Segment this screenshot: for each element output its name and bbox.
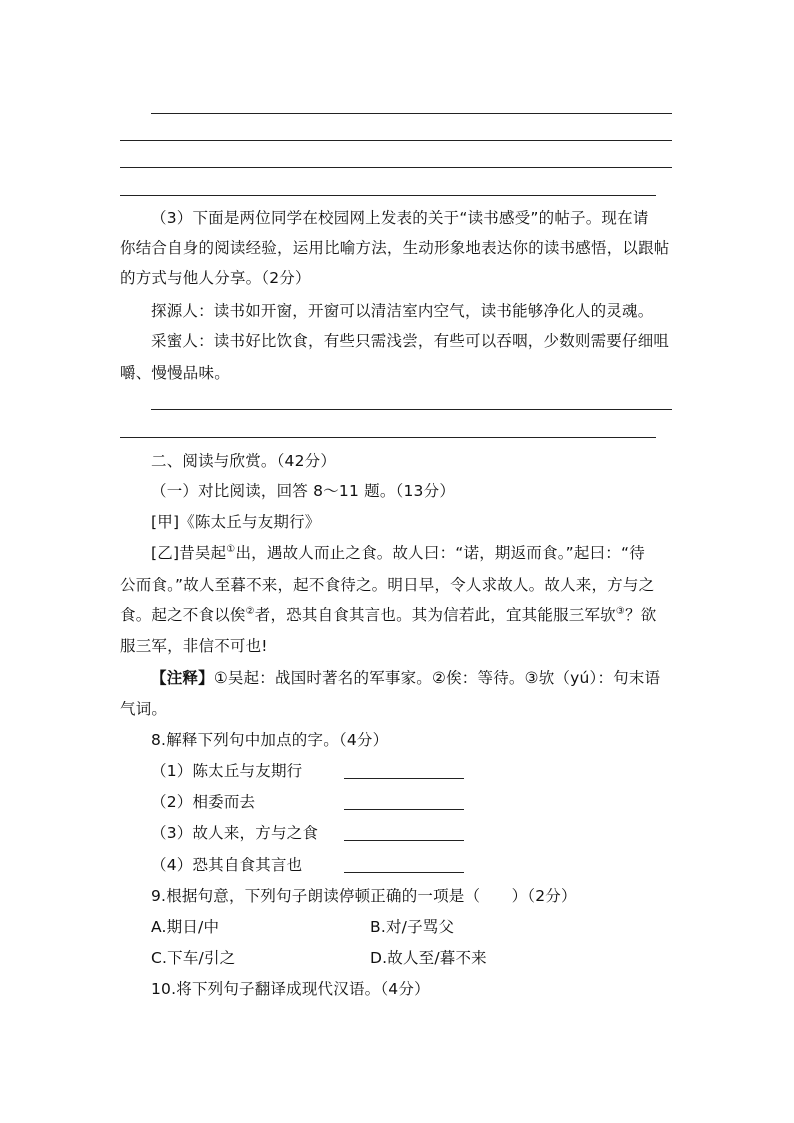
answer-line	[120, 195, 656, 196]
answer-line	[151, 113, 672, 114]
passage-yi-line	[151, 543, 645, 563]
post-caimiren-cont: 嚼、慢慢品味。	[120, 364, 230, 382]
q10-title: 10.将下列句子翻译成现代汉语。（4分）	[151, 980, 430, 998]
footnote-mark: ③	[615, 606, 626, 617]
q8-item: （4）恐其自食其言也	[151, 856, 303, 874]
footnote-mark: ①	[226, 544, 236, 555]
passage-text: [乙]昔吴起	[151, 544, 227, 562]
passage-text: 出，遇故人而止之食。故人曰：“诺，期返而食。”起曰：“待	[235, 544, 645, 562]
post-caimiren: 采蜜人：读书好比饮食，有些只需浅尝，有些可以吞咽，少数则需要仔细咀	[151, 332, 670, 350]
q8-answer-blank[interactable]	[344, 778, 464, 779]
annotation-text: ①吴起：战国时著名的军事家。②俟：等待。③欤（yú）：句末语	[213, 669, 661, 687]
q8-answer-blank[interactable]	[344, 872, 464, 873]
footnote-mark: ②	[245, 606, 255, 617]
answer-line	[120, 437, 656, 438]
q8-item: （3）故人来，方与之食	[151, 824, 319, 842]
q9-option-d[interactable]: D.故人至/暮不来	[370, 949, 487, 967]
passage-yi-line	[120, 605, 656, 625]
passage-jia: [甲]《陈太丘与友期行》	[151, 513, 321, 531]
passage-text: ？欲	[625, 606, 657, 624]
q9-option-b[interactable]: B.对/子骂父	[370, 918, 455, 936]
answer-line	[151, 409, 672, 410]
q8-answer-blank[interactable]	[344, 809, 464, 810]
annotation-label: 【注释】	[151, 669, 214, 687]
q9-option-c[interactable]: C.下车/引之	[151, 949, 236, 967]
passage-text: 食。起之不食以俟	[120, 606, 246, 624]
passage-yi-line: 公而食。”故人至暮不来，起不食待之。明日早，令人求故人。故人来，方与之	[120, 576, 655, 594]
q8-title: 8.解释下列句中加点的字。（4分）	[151, 731, 389, 749]
annotation	[151, 668, 660, 688]
q3-line: （3）下面是两位同学在校园网上发表的关于“读书感受”的帖子。现在请	[151, 209, 649, 227]
q8-item: （2）相委而去	[151, 793, 256, 811]
q3-line: 的方式与他人分享。（2分）	[120, 269, 311, 287]
annotation-cont: 气词。	[120, 700, 168, 718]
post-tanyuanren: 探源人：读书如开窗，开窗可以清洁室内空气，读书能够净化人的灵魂。	[151, 302, 654, 320]
q8-item: （1）陈太丘与友期行	[151, 762, 303, 780]
q3-line: 你结合自身的阅读经验，运用比喻方法，生动形象地表达你的读书感悟，以跟帖	[120, 239, 670, 257]
answer-line	[120, 140, 672, 141]
subsection-title: （一）对比阅读，回答 8～11 题。（13分）	[151, 482, 456, 500]
passage-yi-line: 服三军，非信不可也!	[120, 637, 268, 655]
q9-option-a[interactable]: A.期日/中	[151, 918, 220, 936]
section-title: 二、阅读与欣赏。（42分）	[151, 452, 337, 470]
q8-answer-blank[interactable]	[344, 840, 464, 841]
answer-line	[120, 167, 672, 168]
passage-text: 者，恐其自食其言也。其为信若此，宜其能服三军欤	[254, 606, 616, 624]
q9-title: 9.根据句意，下列句子朗读停顿正确的一项是（ ）（2分）	[151, 887, 577, 905]
